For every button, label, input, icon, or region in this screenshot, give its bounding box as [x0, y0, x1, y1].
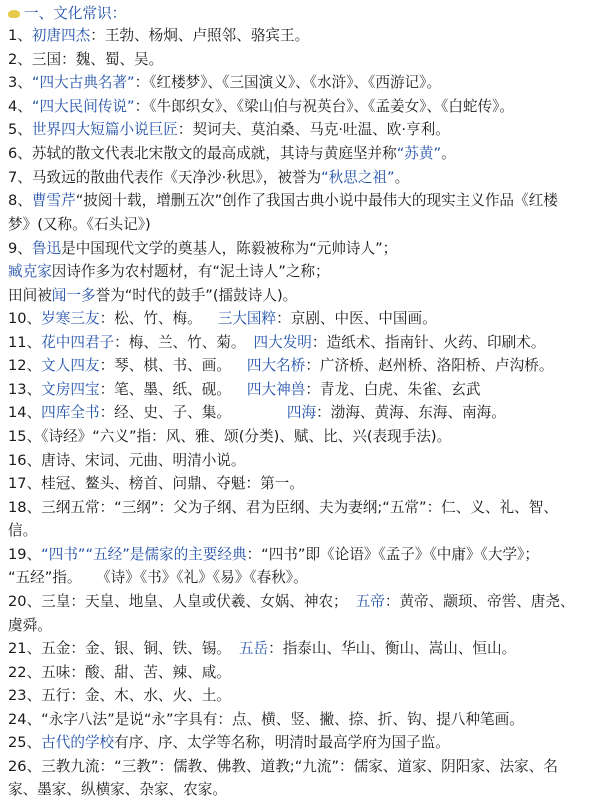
item-separator: ： — [134, 74, 150, 91]
item-number: 17、 — [8, 475, 42, 492]
term-label: 三大国粹 — [217, 310, 277, 327]
term-label: 文人四友 — [41, 357, 100, 374]
item-text: 是中国现代文学的奠基人，陈毅被称为“元帅诗人”； — [61, 240, 398, 257]
list-item — [8, 449, 605, 473]
list-item — [8, 684, 605, 708]
list-item — [8, 731, 605, 755]
list-item-continued — [8, 284, 605, 308]
item-text: 契诃夫、莫泊桑、马克·吐温、欧·亨利。 — [192, 121, 450, 138]
list-item — [8, 590, 605, 614]
term-label: 五岳 — [238, 640, 269, 657]
item-number: 15、 — [8, 428, 42, 445]
list-item — [8, 354, 605, 378]
item-number: 1、 — [8, 27, 32, 44]
item-number: 11、 — [8, 334, 42, 351]
item-text: 家、墨家、纵横家、杂家、农家。 — [8, 781, 227, 798]
list-item — [8, 708, 605, 732]
term-label: 文房四宝 — [41, 381, 100, 398]
item-number: 22、 — [8, 664, 42, 681]
term-label: “四大古典名著” — [31, 74, 135, 91]
item-text: “五经”指。 《诗》《书》《礼》《易》《春秋》。 — [8, 569, 308, 586]
list-item — [8, 755, 605, 779]
item-text: 虞舜。 — [8, 617, 52, 634]
list-item-continued — [8, 213, 605, 237]
term-label: 花中四君子 — [41, 334, 115, 351]
item-text: 桂冠、鳌头、榜首、问鼎、夺魁：第一。 — [41, 475, 304, 492]
item-text: 王勃、杨炯、卢照邻、骆宾王。 — [104, 27, 310, 44]
item-text: 《红楼梦》、《三国演义》、《水浒》、《西游记》。 — [149, 74, 442, 91]
item-number: 3、 — [8, 74, 32, 91]
list-item — [8, 142, 605, 166]
item-text: ：松、竹、梅。 — [99, 310, 202, 327]
item-text: ：经、史、子、集。 — [99, 404, 231, 421]
item-separator: ： — [134, 98, 150, 115]
item-text: 三教九流：“三教”：儒教、佛教、道教;“九流”：儒家、道家、阴阳家、法家、名 — [41, 758, 558, 775]
item-text: 马致远的散曲代表作《天净沙·秋思》，被誉为 — [31, 169, 322, 186]
item-text: 因诗作多为农村题材，有“泥土诗人”之称； — [51, 263, 330, 280]
term-label: 世界四大短篇小说巨匠 — [31, 121, 178, 138]
item-text: 苏轼的散文代表北宋散文的最高成就，其诗与黄庭坚并称 — [31, 145, 397, 162]
item-text: 三纲五常：“三纲”：父为子纲、君为臣纲、夫为妻纲;“五常”：仁、义、礼、智、 — [41, 499, 558, 516]
item-text: “永字八法”是说“永”字具有：点、横、竖、撇、捺、折、钩、提八种笔画。 — [41, 711, 524, 728]
item-text-end: 。 — [441, 145, 456, 162]
item-number: 19、 — [8, 546, 42, 563]
list-item — [8, 24, 605, 48]
list-item-continued — [8, 566, 605, 590]
item-text: 五金：金、银、铜、铁、锡。 — [41, 640, 231, 657]
item-text: 梦》(又称。《石头记》) — [8, 216, 151, 233]
list-item — [8, 118, 605, 142]
term-label: 鲁迅 — [31, 240, 62, 257]
item-text: ：京剧、中医、中国画。 — [276, 310, 437, 327]
item-text: ：造纸术、指南针、火药、印刷术。 — [311, 334, 546, 351]
list-item-continued — [8, 614, 605, 638]
term-label: 臧克家 — [8, 263, 52, 280]
term-label: 四大神兽 — [246, 381, 306, 398]
item-text: ：梅、兰、竹、菊。 — [114, 334, 246, 351]
item-number: 13、 — [8, 381, 42, 398]
item-text: ：黄帝、颛顼、帝喾、唐尧、 — [384, 593, 575, 610]
list-item — [8, 237, 605, 261]
term-label: “秋思之祖” — [321, 169, 395, 186]
term-label: “四书”“五经”是儒家的主要经典 — [41, 546, 247, 563]
item-number: 25、 — [8, 734, 42, 751]
heading-text: 一、文化常识： — [24, 5, 127, 22]
term-label: 岁寒三友 — [41, 310, 100, 327]
list-item — [8, 425, 605, 449]
item-number: 7、 — [8, 169, 32, 186]
term-label: 四海 — [286, 404, 317, 421]
item-text: ：青龙、白虎、朱雀、玄武 — [305, 381, 481, 398]
item-text: ：“四书”即《论语》《孟子》《中庸》《大学》； — [246, 546, 539, 563]
item-number: 21、 — [8, 640, 42, 657]
item-number: 6、 — [8, 145, 32, 162]
item-number: 26、 — [8, 758, 42, 775]
item-number: 12、 — [8, 357, 42, 374]
term-label: 四大发明 — [253, 334, 312, 351]
list-item-continued — [8, 778, 605, 802]
list-item — [8, 472, 605, 496]
item-text: ：广济桥、赵州桥、洛阳桥、卢沟桥。 — [305, 357, 554, 374]
item-text: 五行：金、木、水、火、土。 — [41, 687, 231, 704]
item-text: ：指泰山、华山、衡山、嵩山、恒山。 — [268, 640, 517, 657]
item-number: 8、 — [8, 192, 32, 209]
term-label: “四大民间传说” — [31, 98, 135, 115]
term-label: 曹雪芹 — [31, 192, 76, 209]
term-label: 闻一多 — [51, 287, 96, 304]
section-heading — [8, 2, 605, 26]
list-item — [8, 401, 605, 425]
item-separator: ： — [90, 27, 105, 44]
item-text: 三国：魏、蜀、吴。 — [31, 51, 164, 68]
item-text: 信。 — [8, 522, 38, 539]
list-item — [8, 95, 605, 119]
item-number: 16、 — [8, 452, 42, 469]
item-text: ：渤海、黄海、东海、南海。 — [316, 404, 506, 421]
list-item — [8, 661, 605, 685]
term-label: 五帝 — [355, 593, 385, 610]
list-item — [8, 543, 605, 567]
item-number: 9、 — [8, 240, 32, 257]
item-text: “披阅十载，增删五次”创作了我国古典小说中最伟大的现实主义作品《红楼 — [75, 192, 558, 209]
item-text: 《诗经》“六义”指：风、雅、颂(分类)、赋、比、兴(表现手法)。 — [41, 428, 452, 445]
item-separator: ： — [177, 121, 193, 138]
item-number: 18、 — [8, 499, 42, 516]
term-label: 四库全书 — [41, 404, 100, 421]
item-text: 田间被 — [8, 287, 52, 304]
term-label: “苏黄” — [396, 145, 442, 162]
list-item-continued — [8, 260, 605, 284]
list-item — [8, 496, 605, 520]
item-text: ：笔、墨、纸、砚。 — [99, 381, 231, 398]
list-item — [8, 307, 605, 331]
list-item — [8, 189, 605, 213]
item-number: 5、 — [8, 121, 32, 138]
list-item — [8, 378, 605, 402]
item-text: ：琴、棋、书、画。 — [99, 357, 231, 374]
term-label: 初唐四杰 — [31, 27, 91, 44]
item-number: 4、 — [8, 98, 32, 115]
item-number: 24、 — [8, 711, 42, 728]
item-text: 《牛郎织女》、《梁山伯与祝英台》、《孟姜女》、《白蛇传》。 — [149, 98, 515, 115]
item-number: 23、 — [8, 687, 42, 704]
term-label: 古代的学校 — [41, 734, 115, 751]
item-text-end: 。 — [394, 169, 410, 186]
item-text: 三皇：天皇、地皇、人皇或伏羲、女娲、神农； — [41, 593, 348, 610]
bullet-icon — [8, 10, 20, 18]
item-text: 五味：酸、甜、苦、辣、咸。 — [41, 664, 231, 681]
list-item — [8, 637, 605, 661]
item-text: 唐诗、宋词、元曲、明清小说。 — [41, 452, 246, 469]
term-label: 四大名桥 — [246, 357, 306, 374]
item-text-end: 誉为“时代的鼓手”(擂鼓诗人)。 — [95, 287, 298, 304]
list-item — [8, 71, 605, 95]
item-number: 14、 — [8, 404, 42, 421]
list-item — [8, 166, 605, 190]
list-item-continued — [8, 519, 605, 543]
item-number: 20、 — [8, 593, 42, 610]
list-item — [8, 331, 605, 355]
item-number: 2、 — [8, 51, 32, 68]
item-text: 有序、序、太学等名称，明清时最高学府为国子监。 — [114, 734, 450, 751]
item-number: 10、 — [8, 310, 42, 327]
list-item — [8, 48, 605, 72]
